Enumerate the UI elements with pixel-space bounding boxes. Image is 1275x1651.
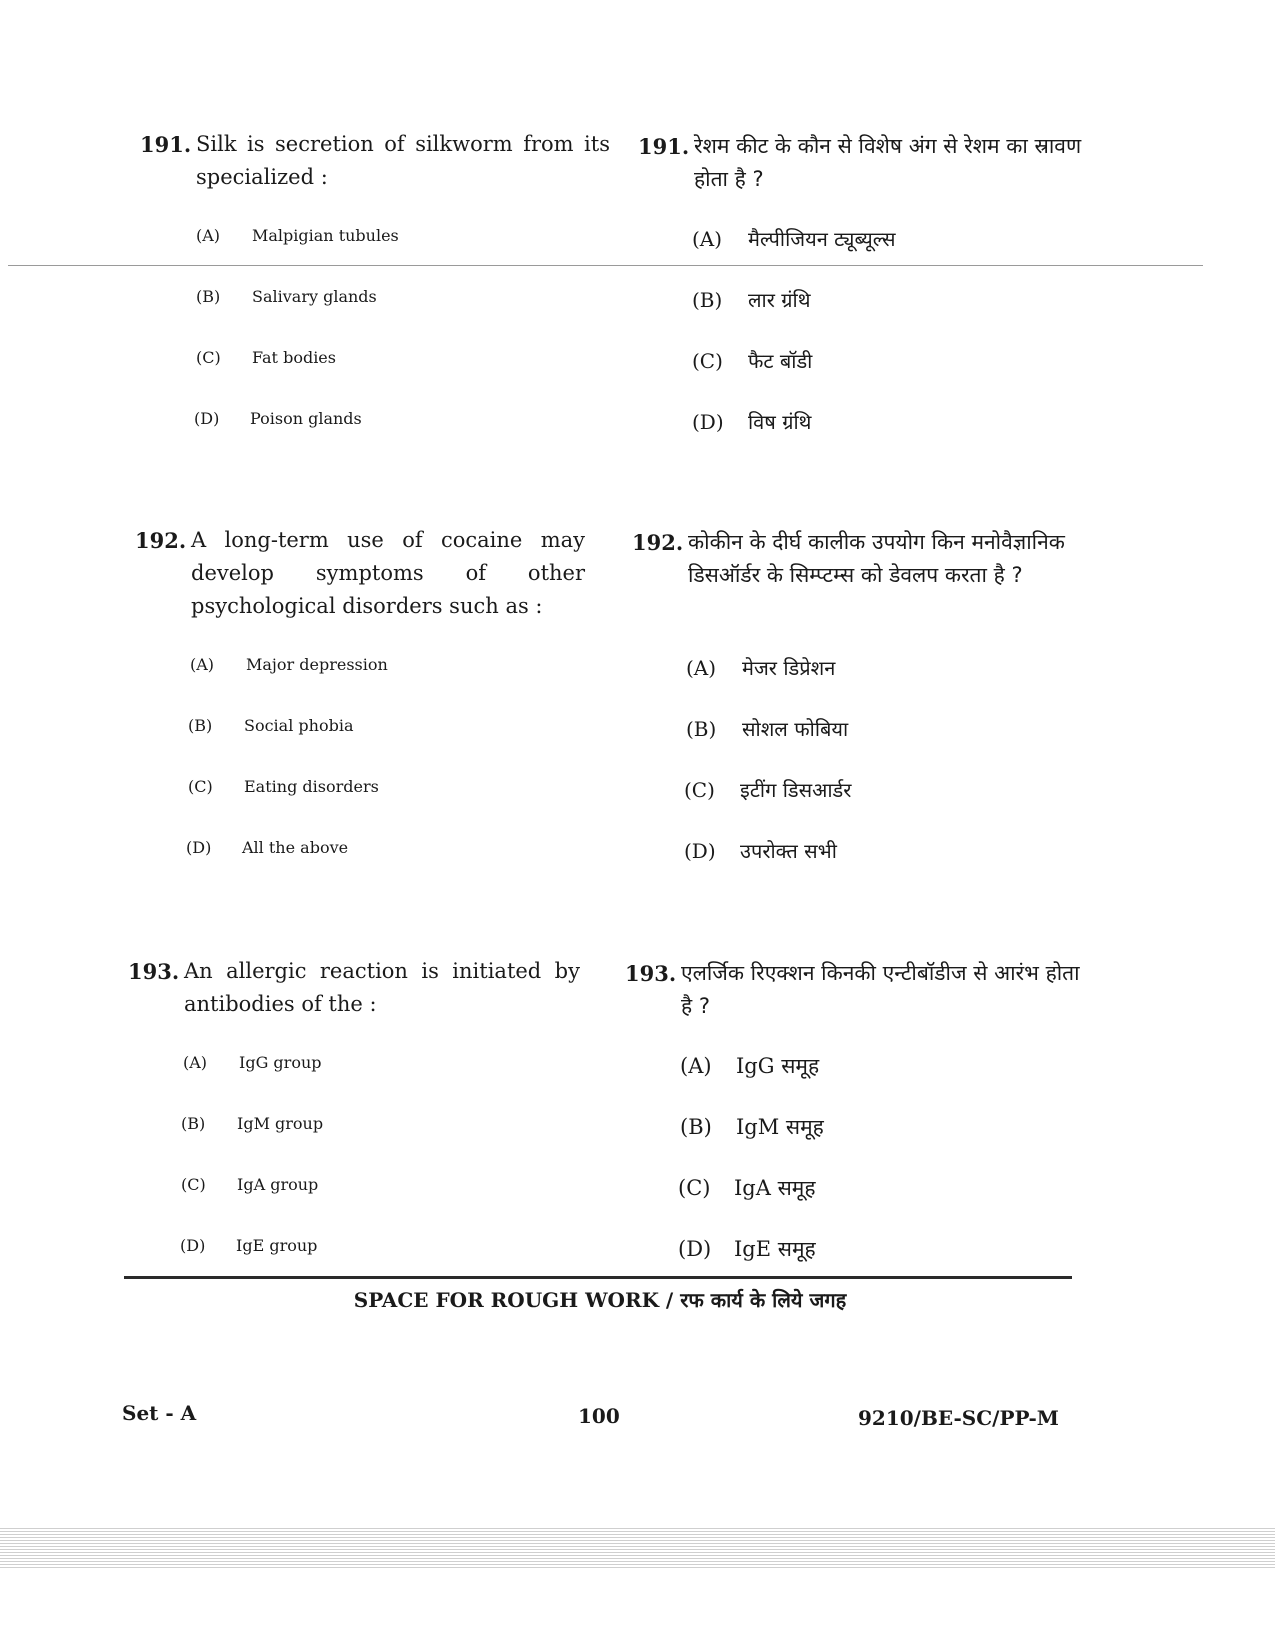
page-number: 100	[578, 1404, 620, 1428]
rough-work-label: SPACE FOR ROUGH WORK / रफ कार्य के लिये जगह	[353, 1288, 847, 1312]
option-b-en: (B) Social phobia	[188, 716, 354, 735]
option-b-hi: (B) सोशल फोबिया	[686, 717, 849, 741]
option-d-en: (D) Poison glands	[194, 409, 362, 428]
question-number: 193.	[128, 959, 180, 984]
question-text: रेशम कीट के कौन से विशेष अंग से रेशम का स्रावण होता है ?	[694, 134, 1082, 191]
option-a-en: (A) Major depression	[190, 655, 388, 674]
option-a-hi: (A) मेजर डिप्रेशन	[686, 656, 836, 680]
option-a-en: (A) Malpigian tubules	[196, 226, 399, 245]
option-c-en: (C) Fat bodies	[196, 348, 336, 367]
question-text: कोकीन के दीर्घ कालीक उपयोग किन मनोवैज्ञानिक डिसऑर्डर के सिम्प्टम्स को डेवलप करता है ?	[688, 530, 1065, 587]
option-b-en: (B) IgM group	[181, 1114, 324, 1133]
question-number: 192.	[632, 530, 684, 555]
question-number: 193.	[625, 961, 677, 986]
option-a-hi: (A) मैल्पीजियन ट्यूब्यूल्स	[692, 227, 896, 251]
option-c-hi: (C) फैट बॉडी	[692, 349, 813, 373]
question-number: 191.	[140, 132, 192, 157]
option-c-en: (C) Eating disorders	[188, 777, 379, 796]
question-en	[128, 955, 580, 1021]
option-b-hi: (B) लार ग्रंथि	[692, 288, 811, 312]
option-d-en: (D) All the above	[186, 838, 349, 857]
question-en	[140, 128, 610, 194]
question-hi	[625, 957, 1080, 1023]
option-c-hi: (C) इटींग डिसआर्डर	[684, 778, 852, 802]
option-d-hi: (D) उपरोक्त सभी	[684, 839, 837, 863]
option-d-hi: (D) विष ग्रंथि	[692, 410, 812, 434]
question-en	[135, 524, 585, 623]
option-c-hi: (C) IgA समूह	[678, 1176, 816, 1200]
question-number: 192.	[135, 528, 187, 553]
question-text: A long-term use of cocaine may develop symptoms of other psychological disorders such as :	[191, 528, 585, 618]
option-b-en: (B) Salivary glands	[196, 287, 377, 306]
question-text: एलर्जिक रिएक्शन किनकी एन्टीबॉडीज से आरंभ होता है ?	[681, 961, 1080, 1018]
option-a-en: (A) IgG group	[183, 1053, 322, 1072]
question-text: Silk is secretion of silkworm from its specialized :	[196, 132, 610, 189]
set-label: Set - A	[122, 1401, 197, 1425]
question-number: 191.	[638, 134, 690, 159]
option-d-en: (D) IgE group	[180, 1236, 318, 1255]
scan-band	[0, 1528, 1275, 1568]
question-hi	[632, 526, 1092, 592]
rough-work-divider	[124, 1276, 1072, 1279]
option-b-hi: (B) IgM समूह	[680, 1115, 824, 1139]
question-text: An allergic reaction is initiated by antibodies of the :	[184, 959, 580, 1016]
option-a-hi: (A) IgG समूह	[680, 1054, 820, 1078]
scan-line	[8, 265, 1203, 266]
question-hi	[638, 130, 1093, 196]
paper-code: 9210/BE-SC/PP-M	[858, 1406, 1059, 1430]
option-c-en: (C) IgA group	[181, 1175, 319, 1194]
option-d-hi: (D) IgE समूह	[678, 1237, 816, 1261]
